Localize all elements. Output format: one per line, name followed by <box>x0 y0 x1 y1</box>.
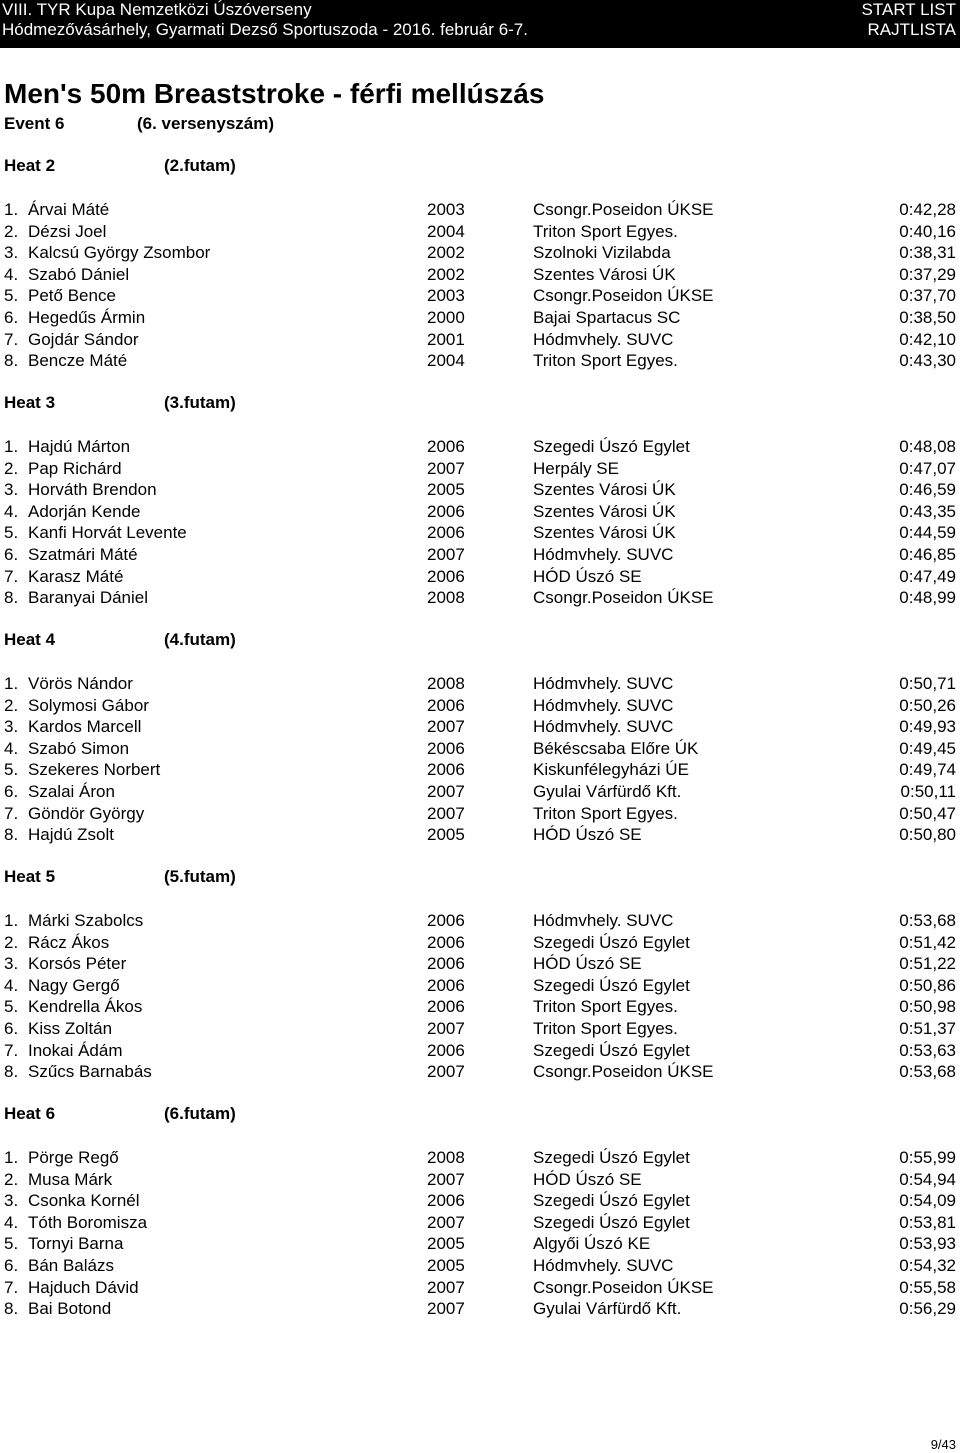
entry-row <box>0 996 960 1017</box>
entry-row <box>0 1147 960 1168</box>
birth-year: 2006 <box>427 739 465 758</box>
page-header <box>0 0 960 48</box>
birth-year: 2007 <box>427 782 465 801</box>
entry-position: 5. <box>4 997 19 1016</box>
swimmer-name: Szűcs Barnabás <box>28 1062 152 1081</box>
entry-time: 0:47,07 <box>899 459 956 478</box>
page-number: 9/43 <box>930 1437 956 1452</box>
entry-row <box>0 242 960 263</box>
entry-row <box>0 436 960 457</box>
entry-row <box>0 824 960 845</box>
entry-time: 0:50,98 <box>899 997 956 1016</box>
club-name: Csongr.Poseidon ÚKSE <box>533 588 714 607</box>
club-name: Bajai Spartacus SC <box>533 308 681 327</box>
entry-time: 0:53,93 <box>899 1234 956 1253</box>
entry-position: 8. <box>4 825 19 844</box>
entry-position: 2. <box>4 459 19 478</box>
entry-time: 0:37,29 <box>899 265 956 284</box>
swimmer-name: Solymosi Gábor <box>28 696 149 715</box>
birth-year: 2007 <box>427 804 465 823</box>
entry-row <box>0 1233 960 1254</box>
swimmer-name: Horváth Brendon <box>28 480 157 499</box>
entry-row <box>0 285 960 306</box>
birth-year: 2007 <box>427 717 465 736</box>
entry-time: 0:56,29 <box>899 1299 956 1318</box>
swimmer-name: Bai Botond <box>28 1299 112 1318</box>
club-name: Hódmvhely. SUVC <box>533 911 674 930</box>
swimmer-name: Pap Richárd <box>28 459 122 478</box>
entry-position: 7. <box>4 1041 19 1060</box>
swimmer-name: Hajdú Zsolt <box>28 825 114 844</box>
entry-time: 0:37,70 <box>899 286 956 305</box>
club-name: Csongr.Poseidon ÚKSE <box>533 200 714 219</box>
swimmer-name: Márki Szabolcs <box>28 911 144 930</box>
entry-position: 4. <box>4 502 19 521</box>
entry-row <box>0 716 960 737</box>
entry-time: 0:55,58 <box>899 1278 956 1297</box>
entry-position: 3. <box>4 243 19 262</box>
entry-row <box>0 781 960 802</box>
birth-year: 2005 <box>427 1256 465 1275</box>
entry-time: 0:42,10 <box>899 330 956 349</box>
entry-position: 7. <box>4 804 19 823</box>
entry-row <box>0 329 960 350</box>
club-name: Herpály SE <box>533 459 619 478</box>
entry-time: 0:54,09 <box>899 1191 956 1210</box>
entry-time: 0:49,93 <box>899 717 956 736</box>
entry-position: 2. <box>4 933 19 952</box>
club-name: HÓD Úszó SE <box>533 825 642 844</box>
entry-time: 0:44,59 <box>899 523 956 542</box>
club-name: Csongr.Poseidon ÚKSE <box>533 286 714 305</box>
club-name: Szentes Városi ÚK <box>533 265 676 284</box>
birth-year: 2007 <box>427 1213 465 1232</box>
birth-year: 2002 <box>427 243 465 262</box>
birth-year: 2006 <box>427 696 465 715</box>
entry-time: 0:43,30 <box>899 351 956 370</box>
entry-time: 0:54,94 <box>899 1170 956 1189</box>
entry-position: 7. <box>4 1278 19 1297</box>
club-name: Triton Sport Egyes. <box>533 351 678 370</box>
swimmer-name: Árvai Máté <box>28 200 110 219</box>
club-name: Szegedi Úszó Egylet <box>533 437 690 456</box>
swimmer-name: Adorján Kende <box>28 502 141 521</box>
entry-row <box>0 1169 960 1190</box>
entry-row <box>0 307 960 328</box>
entry-position: 2. <box>4 1170 19 1189</box>
entry-position: 6. <box>4 1256 19 1275</box>
club-name: Hódmvhely. SUVC <box>533 1256 674 1275</box>
heat-label-hu: (3.futam) <box>164 393 236 412</box>
swimmer-name: Bán Balázs <box>28 1256 114 1275</box>
entry-row <box>0 975 960 996</box>
entry-position: 7. <box>4 330 19 349</box>
heat-label: Heat 3 <box>4 393 56 412</box>
entry-time: 0:55,99 <box>899 1148 956 1167</box>
entry-position: 3. <box>4 480 19 499</box>
birth-year: 2008 <box>427 674 465 693</box>
club-name: Triton Sport Egyes. <box>533 997 678 1016</box>
entry-position: 1. <box>4 437 19 456</box>
club-name: HÓD Úszó SE <box>533 954 642 973</box>
swimmer-name: Musa Márk <box>28 1170 113 1189</box>
entry-row <box>0 953 960 974</box>
swimmer-name: Baranyai Dániel <box>28 588 149 607</box>
birth-year: 2007 <box>427 545 465 564</box>
entry-row <box>0 544 960 565</box>
entry-row <box>0 566 960 587</box>
birth-year: 2006 <box>427 760 465 779</box>
entry-row <box>0 501 960 522</box>
entry-position: 4. <box>4 976 19 995</box>
swimmer-name: Rácz Ákos <box>28 933 110 952</box>
heat-label: Heat 2 <box>4 156 56 175</box>
entry-time: 0:49,45 <box>899 739 956 758</box>
entry-time: 0:49,74 <box>899 760 956 779</box>
swimmer-name: Korsós Péter <box>28 954 127 973</box>
club-name: Algyői Úszó KE <box>533 1234 651 1253</box>
entry-time: 0:50,80 <box>899 825 956 844</box>
heat-label: Heat 4 <box>4 630 56 649</box>
birth-year: 2006 <box>427 502 465 521</box>
heat-label-hu: (2.futam) <box>164 156 236 175</box>
entry-position: 2. <box>4 696 19 715</box>
swimmer-name: Csonka Kornél <box>28 1191 140 1210</box>
entry-row <box>0 1040 960 1061</box>
entry-row <box>0 803 960 824</box>
swimmer-name: Inokai Ádám <box>28 1041 123 1060</box>
entry-position: 6. <box>4 545 19 564</box>
entry-position: 3. <box>4 717 19 736</box>
swimmer-name: Kardos Marcell <box>28 717 142 736</box>
entry-time: 0:38,31 <box>899 243 956 262</box>
entry-position: 3. <box>4 1191 19 1210</box>
entry-time: 0:47,49 <box>899 567 956 586</box>
entry-row <box>0 759 960 780</box>
club-name: Szentes Városi ÚK <box>533 523 676 542</box>
heat-label: Heat 6 <box>4 1104 56 1123</box>
birth-year: 2006 <box>427 933 465 952</box>
swimmer-name: Kendrella Ákos <box>28 997 143 1016</box>
event-number-en: Event 6 <box>4 114 65 133</box>
club-name: Szegedi Úszó Egylet <box>533 1213 690 1232</box>
entry-position: 4. <box>4 1213 19 1232</box>
entry-time: 0:54,32 <box>899 1256 956 1275</box>
swimmer-name: Vörös Nándor <box>28 674 133 693</box>
venue-date: Hódmezővásárhely, Gyarmati Dezső Sportuszoda - 2016. február 6-7. <box>2 20 528 39</box>
swimmer-name: Tóth Boromisza <box>28 1213 148 1232</box>
swimmer-name: Bencze Máté <box>28 351 128 370</box>
entry-row <box>0 221 960 242</box>
entry-time: 0:51,37 <box>899 1019 956 1038</box>
birth-year: 2006 <box>427 954 465 973</box>
entry-row <box>0 932 960 953</box>
swimmer-name: Dézsi Joel <box>28 222 107 241</box>
birth-year: 2006 <box>427 976 465 995</box>
club-name: Szegedi Úszó Egylet <box>533 1148 690 1167</box>
club-name: HÓD Úszó SE <box>533 567 642 586</box>
club-name: Hódmvhely. SUVC <box>533 674 674 693</box>
club-name: Gyulai Várfürdő Kft. <box>533 1299 682 1318</box>
entry-position: 1. <box>4 1148 19 1167</box>
swimmer-name: Hajdú Márton <box>28 437 131 456</box>
entry-row <box>0 479 960 500</box>
club-name: Hódmvhely. SUVC <box>533 717 674 736</box>
club-name: Békéscsaba Előre ÚK <box>533 739 699 758</box>
entry-position: 1. <box>4 200 19 219</box>
heat-label: Heat 5 <box>4 867 56 886</box>
birth-year: 2007 <box>427 459 465 478</box>
swimmer-name: Kanfi Horvát Levente <box>28 523 187 542</box>
doc-type-hu: RAJTLISTA <box>867 20 956 39</box>
swimmer-name: Pető Bence <box>28 286 116 305</box>
birth-year: 2008 <box>427 588 465 607</box>
entry-position: 6. <box>4 782 19 801</box>
doc-type-en: START LIST <box>861 0 956 19</box>
club-name: Csongr.Poseidon ÚKSE <box>533 1062 714 1081</box>
entry-row <box>0 1018 960 1039</box>
entry-row <box>0 587 960 608</box>
swimmer-name: Kiss Zoltán <box>28 1019 113 1038</box>
birth-year: 2006 <box>427 523 465 542</box>
swimmer-name: Szekeres Norbert <box>28 760 161 779</box>
entry-time: 0:43,35 <box>899 502 956 521</box>
birth-year: 2007 <box>427 1062 465 1081</box>
entry-position: 8. <box>4 351 19 370</box>
entry-row <box>0 458 960 479</box>
entry-row <box>0 522 960 543</box>
swimmer-name: Szabó Simon <box>28 739 130 758</box>
swimmer-name: Gojdár Sándor <box>28 330 139 349</box>
birth-year: 2006 <box>427 997 465 1016</box>
swimmer-name: Karasz Máté <box>28 567 124 586</box>
birth-year: 2007 <box>427 1299 465 1318</box>
entry-row <box>0 350 960 371</box>
heat-label-hu: (6.futam) <box>164 1104 236 1123</box>
entry-time: 0:51,22 <box>899 954 956 973</box>
entry-position: 5. <box>4 286 19 305</box>
entry-time: 0:40,16 <box>899 222 956 241</box>
birth-year: 2002 <box>427 265 465 284</box>
swimmer-name: Göndör György <box>28 804 145 823</box>
entry-row <box>0 1212 960 1233</box>
swimmer-name: Tornyi Barna <box>28 1234 124 1253</box>
entry-time: 0:48,08 <box>899 437 956 456</box>
entry-time: 0:53,68 <box>899 1062 956 1081</box>
competition-name: VIII. TYR Kupa Nemzetközi Úszóverseny <box>2 0 312 19</box>
birth-year: 2006 <box>427 911 465 930</box>
entry-time: 0:51,42 <box>899 933 956 952</box>
entry-row <box>0 1190 960 1211</box>
birth-year: 2000 <box>427 308 465 327</box>
entry-row <box>0 1277 960 1298</box>
entry-time: 0:50,47 <box>899 804 956 823</box>
swimmer-name: Szatmári Máté <box>28 545 138 564</box>
entry-position: 5. <box>4 523 19 542</box>
entry-position: 6. <box>4 308 19 327</box>
club-name: Kiskunfélegyházi ÚE <box>533 760 689 779</box>
club-name: Hódmvhely. SUVC <box>533 330 674 349</box>
entry-time: 0:46,85 <box>899 545 956 564</box>
birth-year: 2004 <box>427 351 465 370</box>
entry-position: 4. <box>4 739 19 758</box>
entry-time: 0:53,68 <box>899 911 956 930</box>
entry-time: 0:48,99 <box>899 588 956 607</box>
entry-row <box>0 695 960 716</box>
entry-row <box>0 1061 960 1082</box>
event-number <box>4 114 275 134</box>
swimmer-name: Pörge Regő <box>28 1148 119 1167</box>
birth-year: 2003 <box>427 286 465 305</box>
club-name: Csongr.Poseidon ÚKSE <box>533 1278 714 1297</box>
birth-year: 2006 <box>427 1191 465 1210</box>
birth-year: 2007 <box>427 1170 465 1189</box>
entry-row <box>0 1255 960 1276</box>
birth-year: 2006 <box>427 567 465 586</box>
club-name: Triton Sport Egyes. <box>533 804 678 823</box>
club-name: Triton Sport Egyes. <box>533 1019 678 1038</box>
entry-position: 1. <box>4 911 19 930</box>
entry-time: 0:53,81 <box>899 1213 956 1232</box>
swimmer-name: Nagy Gergő <box>28 976 120 995</box>
entry-position: 2. <box>4 222 19 241</box>
birth-year: 2006 <box>427 1041 465 1060</box>
entry-time: 0:46,59 <box>899 480 956 499</box>
club-name: HÓD Úszó SE <box>533 1170 642 1189</box>
entry-row <box>0 910 960 931</box>
birth-year: 2008 <box>427 1148 465 1167</box>
entry-row <box>0 1298 960 1319</box>
entry-position: 8. <box>4 1299 19 1318</box>
swimmer-name: Kalcsú György Zsombor <box>28 243 211 262</box>
birth-year: 2005 <box>427 480 465 499</box>
swimmer-name: Szabó Dániel <box>28 265 130 284</box>
heat-label-hu: (4.futam) <box>164 630 236 649</box>
heat-label-hu: (5.futam) <box>164 867 236 886</box>
swimmer-name: Hajduch Dávid <box>28 1278 139 1297</box>
entry-row <box>0 264 960 285</box>
entry-position: 4. <box>4 265 19 284</box>
birth-year: 2003 <box>427 200 465 219</box>
event-number-hu: (6. versenyszám) <box>137 114 275 133</box>
entry-time: 0:38,50 <box>899 308 956 327</box>
club-name: Gyulai Várfürdő Kft. <box>533 782 682 801</box>
swimmer-name: Szalai Áron <box>28 782 115 801</box>
swimmer-name: Hegedűs Ármin <box>28 308 146 327</box>
entry-time: 0:50,86 <box>899 976 956 995</box>
entry-row <box>0 673 960 694</box>
birth-year: 2007 <box>427 1019 465 1038</box>
club-name: Szegedi Úszó Egylet <box>533 1041 690 1060</box>
entry-position: 5. <box>4 1234 19 1253</box>
club-name: Szegedi Úszó Egylet <box>533 933 690 952</box>
club-name: Szolnoki Vizilabda <box>533 243 671 262</box>
entry-time: 0:50,71 <box>899 674 956 693</box>
entry-position: 6. <box>4 1019 19 1038</box>
club-name: Triton Sport Egyes. <box>533 222 678 241</box>
entry-position: 7. <box>4 567 19 586</box>
entry-position: 8. <box>4 588 19 607</box>
birth-year: 2005 <box>427 1234 465 1253</box>
club-name: Szentes Városi ÚK <box>533 502 676 521</box>
birth-year: 2005 <box>427 825 465 844</box>
entry-position: 1. <box>4 674 19 693</box>
club-name: Szegedi Úszó Egylet <box>533 1191 690 1210</box>
entry-position: 3. <box>4 954 19 973</box>
birth-year: 2006 <box>427 437 465 456</box>
entry-row <box>0 199 960 220</box>
entry-time: 0:50,11 <box>900 782 956 801</box>
club-name: Szentes Városi ÚK <box>533 480 676 499</box>
entry-position: 5. <box>4 760 19 779</box>
entry-time: 0:50,26 <box>899 696 956 715</box>
entry-time: 0:42,28 <box>899 200 956 219</box>
birth-year: 2004 <box>427 222 465 241</box>
club-name: Szegedi Úszó Egylet <box>533 976 690 995</box>
entry-row <box>0 738 960 759</box>
event-title: Men's 50m Breaststroke - férfi mellúszás <box>4 78 545 109</box>
club-name: Hódmvhely. SUVC <box>533 545 674 564</box>
entry-time: 0:53,63 <box>899 1041 956 1060</box>
club-name: Hódmvhely. SUVC <box>533 696 674 715</box>
birth-year: 2001 <box>427 330 465 349</box>
entry-position: 8. <box>4 1062 19 1081</box>
birth-year: 2007 <box>427 1278 465 1297</box>
